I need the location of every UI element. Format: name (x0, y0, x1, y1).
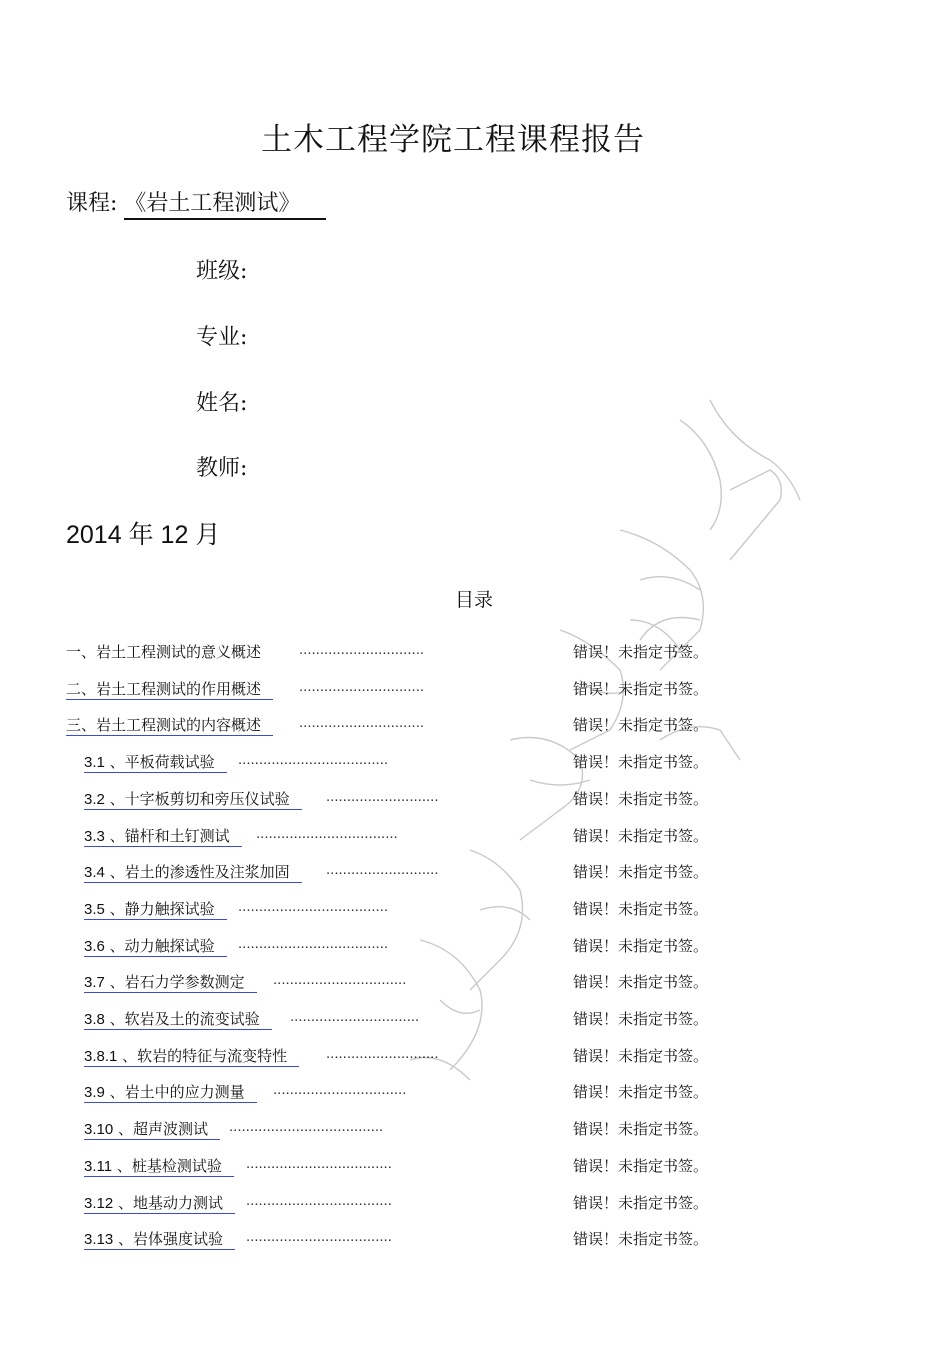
name-label: 姓名: (196, 391, 248, 416)
toc-entry[interactable] (0, 861, 950, 887)
toc-entry-label[interactable] (66, 678, 273, 700)
toc-entry[interactable] (0, 1155, 950, 1181)
report-title: 土木工程学院工程课程报告 (261, 122, 645, 158)
toc-entry-text: 一、岩土工程测试的意义概述 (66, 643, 262, 661)
toc-entry-text: 、十字板剪切和旁压仪试验 (109, 790, 290, 808)
toc-page-ref: 错误！未指定书签。 (573, 680, 709, 698)
toc-entry[interactable] (0, 825, 950, 851)
toc-dot-leader: .................................... (238, 898, 389, 915)
toc-entry[interactable] (0, 971, 950, 997)
toc-entry-label[interactable] (84, 898, 227, 920)
toc-entry-text: 、静力触探试验 (109, 900, 215, 918)
toc-entry-number: 3.2 (84, 791, 105, 808)
toc-entry-text: 、动力触探试验 (109, 937, 215, 955)
toc-entry-number: 3.7 (84, 974, 105, 991)
toc-entry-label[interactable] (84, 1192, 235, 1214)
toc-page-ref: 错误！未指定书签。 (573, 1157, 709, 1175)
toc-page-ref: 错误！未指定书签。 (573, 1230, 709, 1248)
toc-entry-text: 、超声波测试 (117, 1120, 208, 1138)
toc-dot-leader: .................................. (256, 825, 398, 842)
toc-entry-label[interactable] (84, 1118, 220, 1140)
toc-entry-number: 3.8 (84, 1011, 105, 1028)
toc-entry-label (66, 641, 261, 662)
toc-entry[interactable] (0, 935, 950, 961)
toc-dot-leader: ........................... (326, 861, 439, 878)
date-year: 2014 (66, 521, 122, 549)
toc-entry[interactable] (0, 751, 950, 777)
toc-entry-number: 3.12 (84, 1195, 114, 1212)
toc-entry-number: 3.10 (84, 1121, 114, 1138)
toc-entry-label[interactable] (84, 1081, 257, 1103)
toc-entry-text: 、岩体强度试验 (117, 1230, 223, 1248)
toc-page-ref: 错误！未指定书签。 (573, 643, 709, 661)
toc-page-ref: 错误！未指定书签。 (573, 1047, 709, 1065)
toc-entry (0, 641, 950, 667)
toc-entry-label[interactable] (84, 1008, 272, 1030)
toc-entry-text: 、平板荷载试验 (109, 753, 215, 771)
toc-entry[interactable] (0, 1045, 950, 1071)
toc-entry-label[interactable] (84, 861, 302, 883)
toc-entry-number: 3.4 (84, 864, 105, 881)
toc-page-ref: 错误！未指定书签。 (573, 1120, 709, 1138)
toc-entry-number: 3.13 (84, 1231, 114, 1248)
toc-entry[interactable] (0, 1228, 950, 1254)
toc-dot-leader: ................................... (246, 1155, 392, 1172)
toc-entry-text: 、锚杆和土钉测试 (109, 827, 230, 845)
toc-page-ref: 错误！未指定书签。 (573, 937, 709, 955)
toc-dot-leader: ........................... (326, 788, 439, 805)
report-date (66, 515, 220, 551)
toc-page-ref: 错误！未指定书签。 (573, 973, 709, 991)
toc-page-ref: 错误！未指定书签。 (573, 790, 709, 808)
toc-page-ref: 错误！未指定书签。 (573, 1010, 709, 1028)
toc-dot-leader: .............................. (299, 714, 425, 731)
toc-entry[interactable] (0, 1192, 950, 1218)
toc-entry-label[interactable] (84, 1045, 299, 1067)
toc-entry-text: 、岩土中的应力测量 (109, 1083, 245, 1101)
toc-entry-text: 、岩土的渗透性及注浆加固 (109, 863, 290, 881)
toc-entry-label[interactable] (84, 1155, 234, 1177)
toc-page-ref: 错误！未指定书签。 (573, 753, 709, 771)
toc-entry-text: 三、岩土工程测试的内容概述 (66, 716, 262, 734)
toc-dot-leader: .................................... (238, 751, 389, 768)
toc-dot-leader: ................................... (246, 1192, 392, 1209)
major-label: 专业: (196, 325, 248, 350)
class-label: 班级: (196, 259, 248, 284)
toc-entry-text: 二、岩土工程测试的作用概述 (66, 680, 262, 698)
toc-page-ref: 错误！未指定书签。 (573, 900, 709, 918)
toc-dot-leader: .................................... (238, 935, 389, 952)
toc-dot-leader: ........................... (326, 1045, 439, 1062)
toc-entry[interactable] (0, 1118, 950, 1144)
toc-page-ref: 错误！未指定书签。 (573, 827, 709, 845)
teacher-label: 教师: (196, 456, 248, 481)
toc-page-ref: 错误！未指定书签。 (573, 863, 709, 881)
toc-entry-number: 3.6 (84, 938, 105, 955)
date-month: 12 (160, 521, 189, 549)
toc-entry[interactable] (0, 714, 950, 740)
toc-dot-leader: ............................... (290, 1008, 420, 1025)
toc-entry-number: 3.8.1 (84, 1048, 118, 1065)
toc-entry-text: 、地基动力测试 (117, 1194, 223, 1212)
toc-dot-leader: .............................. (299, 641, 425, 658)
toc-entry-text: 、软岩及土的流变试验 (109, 1010, 260, 1028)
toc-entry-label[interactable] (84, 825, 242, 847)
course-value: 《岩土工程测试》 (124, 190, 326, 220)
toc-entry[interactable] (0, 1081, 950, 1107)
toc-dot-leader: ..................................... (229, 1118, 384, 1135)
toc-entry-number: 3.5 (84, 901, 105, 918)
toc-entry-text: 、岩石力学参数测定 (109, 973, 245, 991)
toc-page-ref: 错误！未指定书签。 (573, 716, 709, 734)
toc-entry-number: 3.11 (84, 1158, 113, 1175)
toc-dot-leader: .............................. (299, 678, 425, 695)
toc-entry-number: 3.1 (84, 754, 105, 771)
date-year-unit: 年 (128, 520, 154, 549)
toc-entry-label[interactable] (84, 935, 227, 957)
toc-title: 目录 (454, 589, 493, 611)
course-label: 课程: (66, 191, 118, 216)
toc-entry-number: 3.9 (84, 1084, 105, 1101)
toc-entry-text: 、桩基检测试验 (116, 1157, 222, 1175)
date-month-unit: 月 (195, 520, 221, 549)
toc-entry-text: 、软岩的特征与流变特性 (122, 1047, 288, 1065)
toc-entry-label[interactable] (84, 971, 257, 993)
toc-entry-number: 3.3 (84, 828, 105, 845)
toc-entry[interactable] (0, 678, 950, 704)
toc-dot-leader: ................................... (246, 1228, 392, 1245)
toc-entry[interactable] (0, 1008, 950, 1034)
toc-entry[interactable] (0, 788, 950, 814)
toc-entry-label[interactable] (84, 751, 227, 773)
toc-entry-label[interactable] (84, 788, 302, 810)
toc-page-ref: 错误！未指定书签。 (573, 1083, 709, 1101)
toc-page-ref: 错误！未指定书签。 (573, 1194, 709, 1212)
toc-entry-label[interactable] (84, 1228, 235, 1250)
toc-dot-leader: ................................ (273, 1081, 407, 1098)
toc-entry[interactable] (0, 898, 950, 924)
toc-entry-label[interactable] (66, 714, 273, 736)
course-line (66, 186, 326, 220)
toc-dot-leader: ................................ (273, 971, 407, 988)
